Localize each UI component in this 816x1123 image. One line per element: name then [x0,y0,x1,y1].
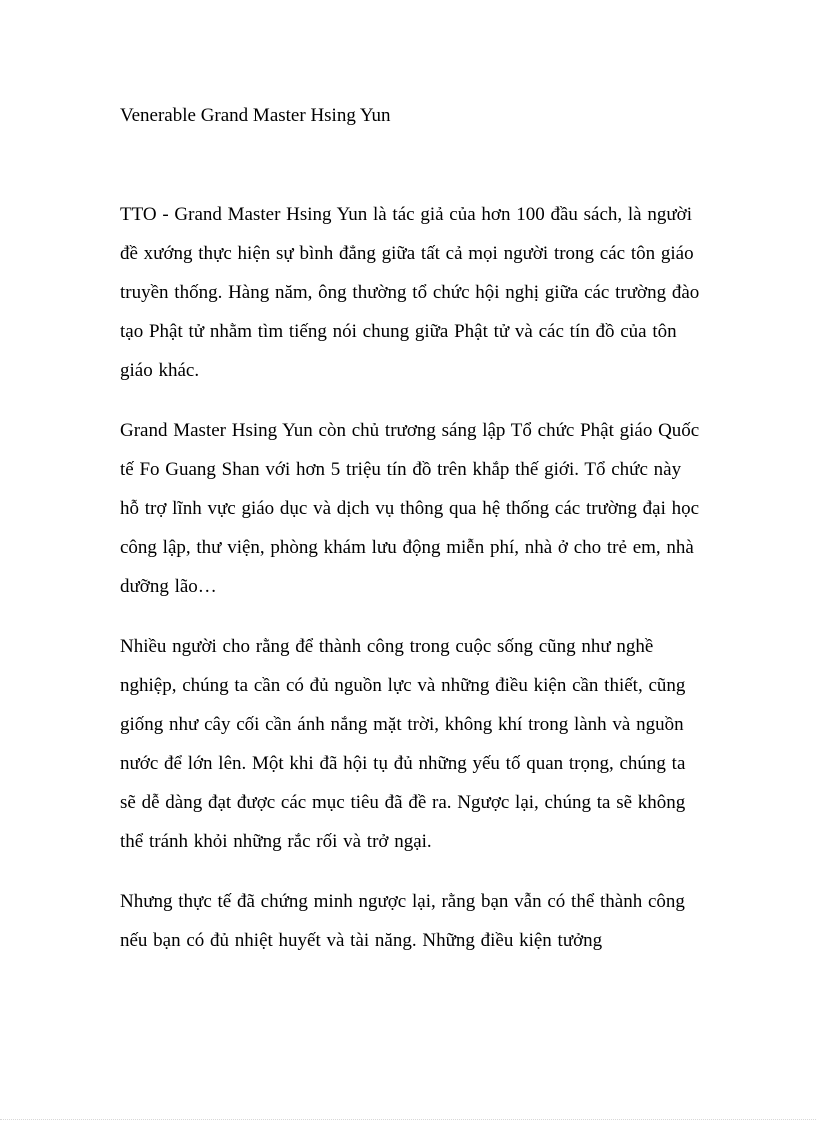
paragraph-enthusiasm: Nhưng thực tế đã chứng minh ngược lại, rằng bạn vẫn có thể thành công nếu bạn có đủ nhiệt huyết và tài năng. Những điều kiện tưởng [120,891,685,951]
page-bottom-divider [0,1119,816,1120]
paragraph-intro: TTO - Grand Master Hsing Yun là tác giả của hơn 100 đầu sách, là người đề xướng thực hiện sự bình đẳng giữa tất cả mọi người trong các tôn giáo truyền thống. Hàng năm, ông thường tổ chức hội nghị giữa các trường đào tạo Phật tử nhằm tìm tiếng nói chung giữa Phật tử và các tín đồ của tôn giáo khác. [120,204,700,381]
paragraph-success-conditions: Nhiều người cho rằng để thành công trong cuộc sống cũng như nghề nghiệp, chúng ta cần có đủ nguồn lực và những điều kiện cần thiết, cũng giống như cây cối cần ánh nắng mặt trời, không khí trong lành và nguồn nước để lớn lên. Một khi đã hội tụ đủ những yếu tố quan trọng, chúng ta sẽ dễ dàng đạt được các mục tiêu đã đề ra. Ngược lại, chúng ta sẽ không thể tránh khỏi những rắc rối và trở ngại. [120,636,686,852]
document-title: Venerable Grand Master Hsing Yun [120,105,391,126]
paragraph-fo-guang-shan: Grand Master Hsing Yun còn chủ trương sáng lập Tổ chức Phật giáo Quốc tế Fo Guang Shan với hơn 5 triệu tín đồ trên khắp thế giới. Tổ chức này hỗ trợ lĩnh vực giáo dục và dịch vụ thông qua hệ thống các trường đại học công lập, thư viện, phòng khám lưu động miễn phí, nhà ở cho trẻ em, nhà dưỡng lão… [120,420,700,597]
document-body [120,98,700,960]
